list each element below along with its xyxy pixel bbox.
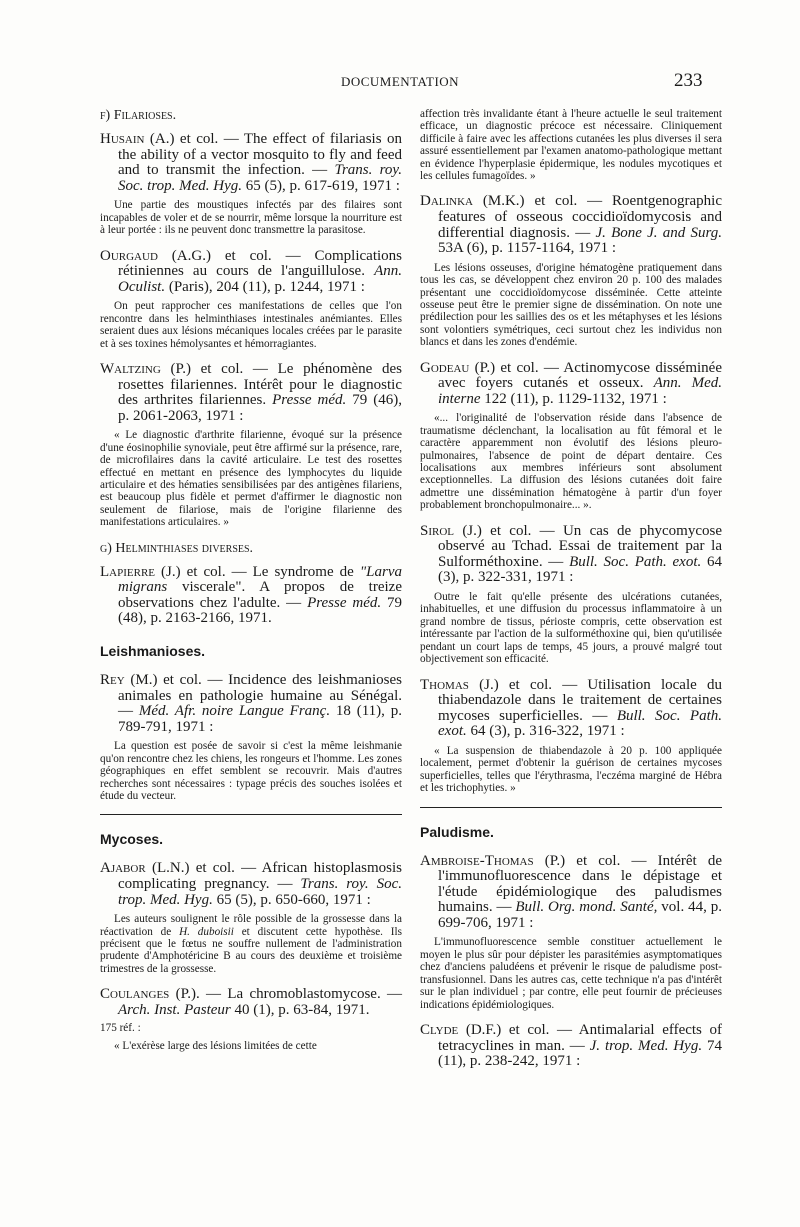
journal: Presse méd. [307, 594, 382, 611]
citation: Thomas (J.) et col. — Utilisation locale du thiabendazole dans le traitement de certaines mycoses superficielles. — Bull. Soc. Path. exot. 64 (3), p. 316-322, 1971 : [420, 676, 722, 740]
page-number: 233 [674, 70, 703, 91]
author: Dalinka [420, 193, 473, 210]
citation: Coulanges (P.). — La chromoblastomycose. — Arch. Inst. Pasteur 40 (1), p. 63-84, 1971. [100, 986, 402, 1018]
entry-dalinka [420, 194, 722, 348]
journal: Presse méd. [272, 392, 347, 409]
abstract: Une partie des moustiques infectés par des filaires sont incapables de voler et de se nourrir, même lorsque la nourriture est à leur portée : ils ne peuvent donc transmettre la parasitose. [100, 199, 402, 237]
citation: Husain (A.) et col. — The effect of filariasis on the ability of a vector mosquito to fly and feed and to transmit the infection. — Trans. roy. Soc. trop. Med. Hyg. 65 (5), p. 617-619, 1971 : [100, 131, 402, 194]
author: Ourgaud [100, 247, 158, 264]
citation: Rey (M.) et col. — Incidence des leishmanioses animales en pathologie humaine au Sénégal. — Méd. Afr. noire Langue Franç. 18 (11), p. 789-791, 1971 : [100, 672, 403, 735]
journal: Bull. Soc. Path. exot. [438, 707, 722, 740]
journal: J. Bone J. and Surg. [595, 224, 723, 241]
author: Rey [100, 672, 125, 688]
author: Ambroise-Thomas [420, 852, 534, 869]
entry-clyde [420, 1023, 722, 1070]
abstract: « La suspension de thiabendazole à 20 p. 100 appliquée localement, permet d'obtenir la guérison de certaines mycoses superficielles, telles que l'érythrasma, l'eczéma marginé de Hébra et les trichophyties. » [420, 744, 722, 795]
abstract: Les auteurs soulignent le rôle possible de la grossesse dans la réactivation de H. duboisii et discutent cette hypothèse. Ils précisent que le fœtus ne souffre nullement de l'administration prudente d'Amphotéricine B au cours des deuxième et troisième trimestres de la grossesse. [100, 913, 402, 975]
author: Godeau [420, 359, 470, 376]
abstract: On peut rapprocher ces manifestations de celles que l'on rencontre dans les helminthiases intestinales anémiantes. Elles seraient dues aux lésions mécaniques locales créées par le parasite et à ses toxines hémolysantes et hémorragiantes. [100, 300, 402, 350]
entry-husain [100, 132, 402, 237]
journal: Ann. Med. interne [438, 375, 722, 407]
citation: Sirol (J.) et col. — Un cas de phycomycose observé au Tchad. Essai de traitement par la Sulforméthoxine. — Bull. Soc. Path. exot. 64 (3), p. 322-331, 1971 : [420, 522, 723, 586]
author: Sirol [420, 522, 455, 539]
reference-count: 175 réf. : [100, 1022, 141, 1035]
journal: Trans. roy. Soc. trop. Med. Hyg. [118, 162, 402, 194]
citation: Ambroise-Thomas (P.) et col. — Intérêt de l'immunofluorescence dans le dépistage et l'étude épidémiologique des paludismes humains. — Bull. Org. mond. Santé, vol. 44, p. 699-706, 1971 : [420, 852, 722, 931]
left-column [100, 108, 402, 1064]
journal: Trans. roy. Soc. trop. Med. Hyg. [118, 876, 402, 908]
citation: Ajabor (L.N.) et col. — African histoplasmosis complicating pregnancy. — Trans. roy. Soc. trop. Med. Hyg. 65 (5), p. 650-660, 1971 : [100, 860, 402, 908]
entry-ourgaud [100, 249, 402, 350]
author: Ajabor [100, 860, 146, 877]
citation: Dalinka (M.K.) et col. — Roentgenographic features of osseous coccidioïdomycosis and differential diagnosis. — J. Bone J. and Surg. 53A (6), p. 1157-1164, 1971 : [420, 193, 723, 257]
citation: Ourgaud (A.G.) et col. — Complications rétiniennes au cours de l'anguillulose. Ann. Oculist. (Paris), 204 (11), p. 1244, 1971 : [100, 247, 402, 295]
entry-rey [100, 673, 402, 802]
author: Waltzing [100, 361, 161, 377]
right-column [420, 108, 722, 1082]
abstract: « L'exérèse large des lésions limitées de cette [114, 1039, 317, 1052]
journal: Bull. Soc. Path. exot. [569, 553, 702, 570]
author: Thomas [420, 676, 469, 693]
abstract: Les lésions osseuses, d'origine hématogène pratiquement dans tous les cas, se développent chez environ 20 p. 100 des malades présentant une coccidioïdomycose disséminée. Cette atteinte osseuse peut être le premier signe de dissémination. On note une prédilection pour les saillies des os et les métaphyses et les lésions sont volontiers symétriques, ceci surtout chez les individus non blancs et dans les zones d'endémie. [420, 261, 722, 349]
author: Clyde [420, 1021, 459, 1038]
abstract: L'immunofluorescence semble constituer actuellement le moyen le plus sûr pour dépister les parasitémies asymptomatiques chez d'anciens paludéens et prévenir le risque de paludisme post-transfusionnel. Dans les autres cas, cette technique n'a pas d'intérêt sur le plan individuel ; par contre, elle peut fournir de précieuses indications épidémiologiques. [420, 936, 722, 1011]
section-f-label: f) Filarioses. [100, 108, 177, 123]
entry-ajabor [100, 861, 402, 975]
journal: Méd. Afr. noire Langue Franç. [138, 703, 331, 720]
citation: Clyde (D.F.) et col. — Antimalarial effects of tetracyclines in man. — J. trop. Med. Hyg. 74 (11), p. 238-242, 1971 : [420, 1021, 722, 1070]
journal: Arch. Inst. Pasteur [118, 1001, 231, 1018]
divider [100, 814, 402, 815]
section-heading-mycoses: Mycoses. [100, 831, 164, 848]
citation: Waltzing (P.) et col. — Le phénomène des rosettes filariennes. Intérêt pour le diagnostic des arthrites filariennes. Presse méd. 79 (46), p. 2061-2063, 1971 : [100, 361, 402, 424]
section-heading-paludisme: Paludisme. [420, 823, 494, 840]
entry-godeau [420, 361, 722, 512]
divider [420, 807, 722, 808]
entry-sirol [420, 524, 722, 666]
journal: J. trop. Med. Hyg. [589, 1037, 703, 1054]
abstract-continuation: affection très invalidante étant à l'heure actuelle le seul traitement efficace, un diagnostic précoce est nécessaire. Cliniquement difficile à faire avec les affections cutanées les plus diverses il sera assuré essentiellement par l'examen anatomo-pathologique mettant en évidence l'hyperplasie épidermique, les nodules mycotiques et les cellules fumagoïdes. » [420, 108, 722, 183]
entry-lapierre [100, 565, 402, 627]
author: Lapierre [100, 563, 155, 580]
journal: Ann. Oculist. [118, 263, 402, 295]
citation: Lapierre (J.) et col. — Le syndrome de "Larva migrans viscerale". A propos de treize observations chez l'adulte. — Presse méd. 79 (48), p. 2163-2166, 1971. [100, 563, 402, 627]
abstract: Outre le fait qu'elle présente des ulcérations cutanées, inhabituelles, et une diffusion du processus inflammatoire à un grand nombre de tissus, périoste compris, cette observation est intéressante par l'action de la sulforméthoxine qui, bien qu'utilisée pendant un court laps de temps, 45 jours, a prouvé malgré tout objectivement son efficacité. [420, 591, 722, 666]
abstract: « Le diagnostic d'arthrite filarienne, évoqué sur la présence d'une éosinophilie synoviale, peut être affirmé sur la présence, rare, de microfilaires dans la cavité articulaire. Le test des rosettes effectué en mettant en présence des lymphocytes du liquide articulaire et des hématies sensibilisées par des antigènes filariens, est beaucoup plus fidèle et permet d'affirmer le diagnostic non seulement de filariose, mais de l'origine filarienne des manifestations articulaires. » [100, 429, 402, 529]
abstract: «... l'originalité de l'observation réside dans l'absence de traumatisme déclenchant, la localisation au fût fémoral et le caractère apparemment non évolutif des lésions pleuro-pulmonaires, l'absence de point de départ dentaire. Ces localisations aux membres inférieurs sont absolument exceptionnelles. La diffusion des lésions cutanées doit faire admettre une dissémination hématogène à partir d'un foyer probablement bronchopulmonaire... ». [420, 412, 722, 512]
entry-ambroise-thomas [420, 854, 722, 1011]
citation: Godeau (P.) et col. — Actinomycose disséminée avec foyers cutanés et osseux. Ann. Med. interne 122 (11), p. 1129-1132, 1971 : [420, 359, 722, 407]
section-g-label: g) Helminthiases diverses. [100, 540, 254, 556]
entry-coulanges [100, 987, 402, 1052]
running-header: DOCUMENTATION [340, 74, 460, 89]
journal: Bull. Org. mond. Santé, [515, 899, 658, 916]
author: Coulanges [100, 986, 170, 1003]
author: Husain [100, 131, 145, 147]
entry-thomas [420, 678, 722, 795]
section-heading-leishmanioses: Leishmanioses. [100, 643, 206, 659]
entry-waltzing [100, 362, 402, 529]
abstract: La question est posée de savoir si c'est la même leishmanie qu'on rencontre chez les chiens, les rongeurs et l'homme. Les zones géographiques en effet semblent se recouvrir. Mais d'autres recherches sont nécessaires : typage précis des souches isolées et étude du vecteur. [100, 740, 402, 802]
